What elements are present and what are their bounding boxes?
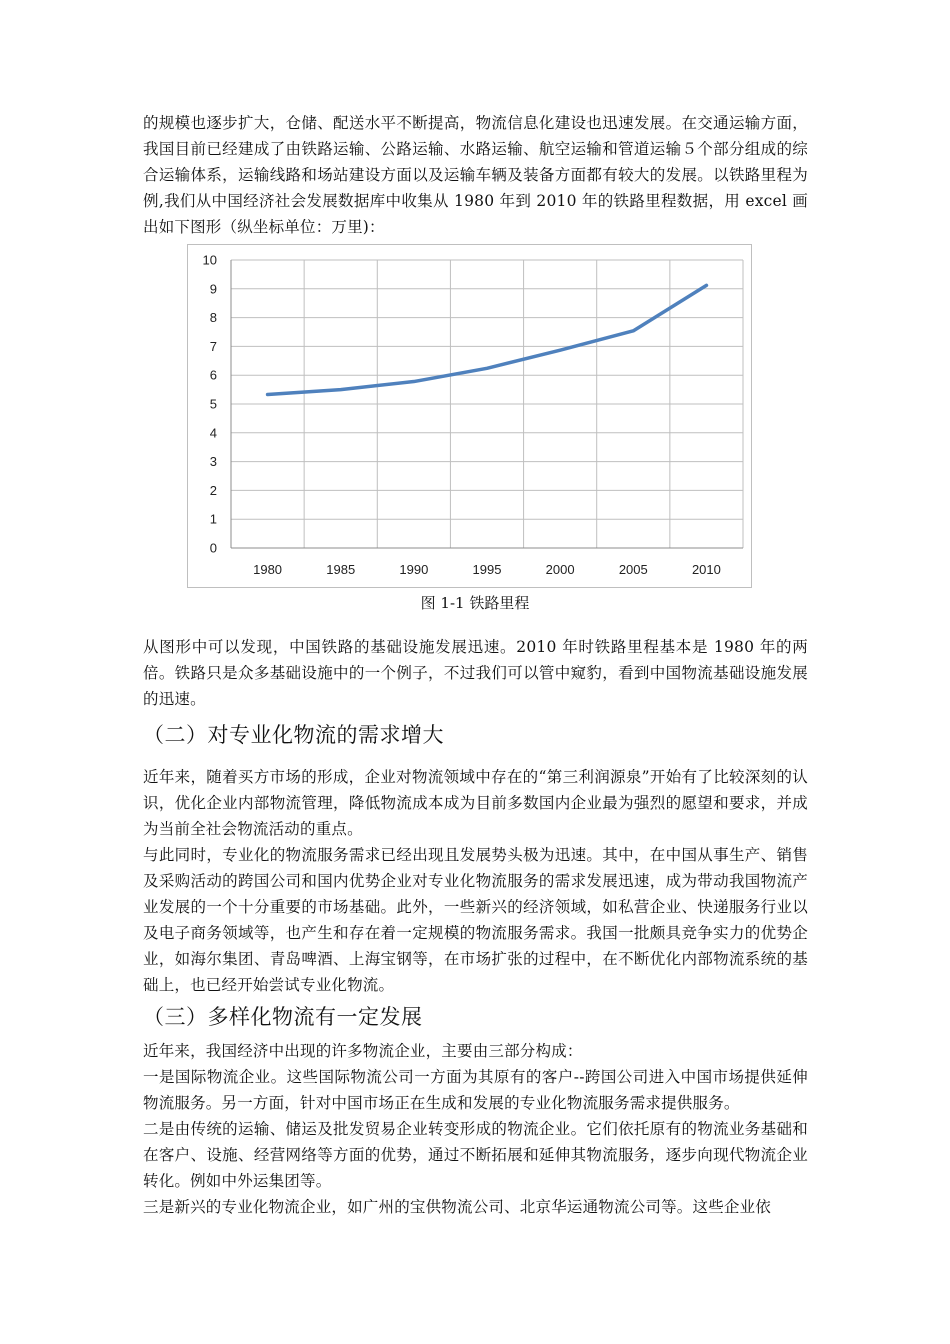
section-2-heading: （二）对专业化物流的需求增大: [143, 723, 444, 747]
series-line: [268, 285, 707, 394]
section-3-paragraph: 三是新兴的专业化物流企业，如广州的宝供物流公司、北京华运通物流公司等。这些企业依: [143, 1198, 772, 1216]
y-tick-label: 6: [209, 367, 217, 383]
document-body-continued: [143, 634, 808, 1220]
y-tick-label: 4: [209, 425, 217, 441]
y-tick-label: 2: [209, 482, 217, 498]
section-3-heading: （三）多样化物流有一定发展: [143, 1005, 423, 1029]
x-tick-label: 1990: [399, 562, 429, 577]
x-tick-label: 2010: [691, 562, 721, 577]
railway-mileage-chart: [187, 244, 752, 588]
y-tick-label: 10: [202, 252, 217, 268]
x-tick-label: 2000: [545, 562, 575, 577]
y-tick-label: 3: [209, 454, 217, 470]
y-tick-label: 1: [209, 511, 217, 527]
x-tick-label: 1985: [326, 562, 356, 577]
y-tick-label: 8: [209, 310, 217, 326]
chart-svg: [188, 245, 751, 587]
section-3-paragraph: 一是国际物流企业。这些国际物流公司一方面为其原有的客户--跨国公司进入中国市场提供延伸物流服务。另一方面，针对中国市场正在生成和发展的专业化物流服务需求提供服务。: [143, 1068, 808, 1112]
section-3-paragraph: 二是由传统的运输、储运及批发贸易企业转变形成的物流企业。它们依托原有的物流业务基础和在客户、设施、经营网络等方面的优势，通过不断拓展和延伸其物流服务，逐步向现代物流企业转化。例如中外运集团等。: [143, 1120, 808, 1190]
x-tick-label: 1980: [253, 562, 283, 577]
y-tick-label: 7: [209, 338, 217, 354]
after-chart-paragraph: 从图形中可以发现，中国铁路的基础设施发展迅速。2010 年时铁路里程基本是 1980 年的两倍。铁路只是众多基础设施中的一个例子，不过我们可以管中窥豹，看到中国物流基础设施发展的迅速。: [143, 638, 808, 708]
section-2-paragraph: 近年来，随着买方市场的形成，企业对物流领域中存在的“第三利润源泉”开始有了比较深刻的认识，优化企业内部物流管理，降低物流成本成为目前多数国内企业最为强烈的愿望和要求，并成为当前全社会物流活动的重点。: [143, 768, 808, 838]
y-tick-label: 9: [209, 281, 217, 297]
section-3-paragraph: 近年来，我国经济中出现的许多物流企业，主要由三部分构成：: [143, 1042, 583, 1060]
x-tick-label: 2005: [618, 562, 648, 577]
figure-caption: 图 1-1 铁路里程: [420, 594, 530, 612]
intro-paragraph: 的规模也逐步扩大，仓储、配送水平不断提高，物流信息化建设也迅速发展。在交通运输方面，我国目前已经建成了由铁路运输、公路运输、水路运输、航空运输和管道运输５个部分组成的综合运输体系，运输线路和场站建设方面以及运输车辆及装备方面都有较大的发展。以铁路里程为例,我们从中国经济社会发展数据库中收集从 1980 年到 2010 年的铁路里程数据，用 excel 画出如下图形（纵坐标单位：万里)：: [143, 114, 808, 236]
section-2-paragraph: 与此同时，专业化的物流服务需求已经出现且发展势头极为迅速。其中，在中国从事生产、销售及采购活动的跨国公司和国内优势企业对专业化物流服务的需求发展迅速，成为带动我国物流产业发展的一个十分重要的市场基础。此外，一些新兴的经济领域，如私营企业、快递服务行业以及电子商务领域等，也产生和存在着一定规模的物流服务需求。我国一批颇具竞争实力的优势企业，如海尔集团、青岛啤酒、上海宝钢等，在市场扩张的过程中，在不断优化内部物流系统的基础上，也已经开始尝试专业化物流。: [143, 846, 808, 994]
document-body: [143, 110, 808, 240]
y-tick-label: 5: [209, 396, 217, 412]
y-tick-label: 0: [209, 540, 217, 556]
x-tick-label: 1995: [472, 562, 502, 577]
